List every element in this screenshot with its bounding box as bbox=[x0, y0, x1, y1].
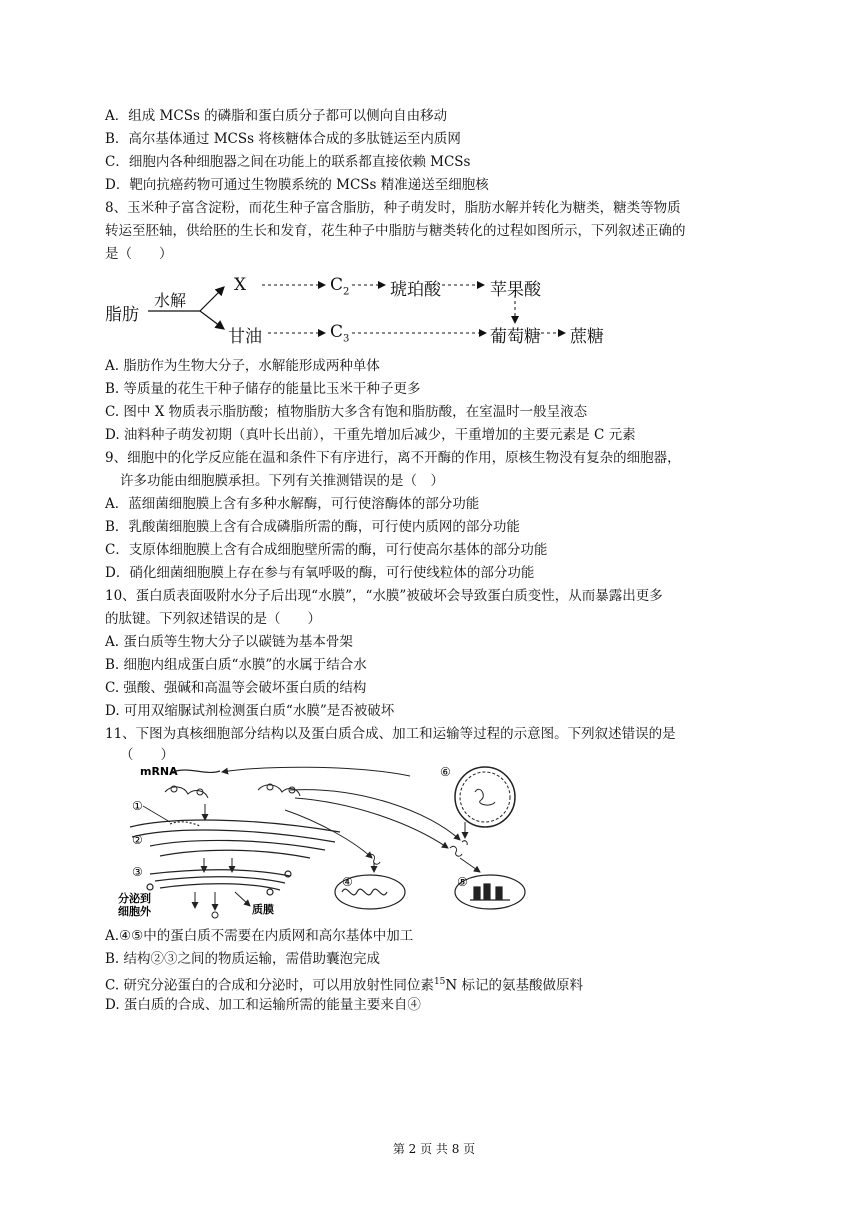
marker-1: ① bbox=[132, 799, 143, 813]
q8-option-c: C. 图中 X 物质表示脂肪酸；植物脂肪大多含有饱和脂肪酸，在室温时一般呈液态 bbox=[105, 404, 588, 420]
ribosomes bbox=[165, 784, 300, 798]
q7-option-c: C．细胞内各种细胞器之间在功能上的联系都直接依赖 MCSs bbox=[105, 154, 471, 170]
cell-protein-pathway-figure bbox=[110, 762, 530, 922]
q10-option-d: D. 可用双缩脲试剂检测蛋白质“水膜”是否被破坏 bbox=[105, 703, 395, 719]
malic-acid-label: 苹果酸 bbox=[490, 280, 541, 300]
q8-option-a: A. 脂肪作为生物大分子，水解能形成两种单体 bbox=[105, 358, 380, 374]
protein-fragments bbox=[368, 841, 467, 864]
q9-option-c: C．支原体细胞膜上含有合成细胞壁所需的酶，可行使高尔基体的部分功能 bbox=[105, 542, 548, 558]
q7-option-d: D．靶向抗癌药物可通过生物膜系统的 MCSs 精准递送至细胞核 bbox=[105, 177, 489, 193]
mrna-strand bbox=[172, 770, 220, 772]
marker-4: ④ bbox=[342, 875, 353, 889]
q10-stem-line2: 的肽键。下列叙述错误的是（ ） bbox=[105, 611, 321, 627]
c2-label: $C_2$ bbox=[330, 275, 350, 298]
endoplasmic-reticulum bbox=[130, 820, 340, 858]
marker-5: ⑤ bbox=[457, 875, 468, 889]
mrna-label: mRNA bbox=[140, 765, 178, 778]
q9-option-b: B．乳酸菌细胞膜上含有合成磷脂所需的酶，可行使内质网的部分功能 bbox=[105, 519, 520, 535]
q10-option-c: C. 强酸、强碱和高温等会破坏蛋白质的结构 bbox=[105, 680, 367, 696]
marker-6: ⑥ bbox=[440, 765, 451, 779]
fat-label: 脂肪 bbox=[105, 305, 139, 325]
secrete-label-1: 分泌到 bbox=[118, 892, 151, 905]
q10-stem-line1: 10、蛋白质表面吸附水分子后出现“水膜”，“水膜”被破坏会导致蛋白质变性，从而暴露出更多 bbox=[105, 588, 663, 604]
q8-stem-line2: 转运至胚轴，供给胚的生长和发育，花生种子中脂肪与糖类转化的过程如图所示，下列叙述正确的 bbox=[105, 223, 686, 239]
golgi-apparatus bbox=[147, 870, 291, 895]
q10-option-a: A. 蛋白质等生物大分子以碳链为基本骨架 bbox=[105, 634, 353, 650]
q10-option-b: B. 细胞内组成蛋白质“水膜”的水属于结合水 bbox=[105, 657, 367, 673]
page-footer: 第 2 页 共 8 页 bbox=[392, 1142, 476, 1156]
glucose-label: 葡萄糖 bbox=[490, 327, 541, 347]
hydrolysis-label: 水解 bbox=[154, 291, 187, 310]
succinic-acid-label: 琥珀酸 bbox=[390, 280, 441, 300]
sucrose-label: 蔗糖 bbox=[570, 327, 604, 347]
marker-3: ③ bbox=[132, 865, 143, 879]
x-label: X bbox=[234, 275, 247, 295]
q7-option-b: B．高尔基体通过 MCSs 将核糖体合成的多肽链运至内质网 bbox=[105, 131, 461, 147]
q7-option-a: A．组成 MCSs 的磷脂和蛋白质分子都可以侧向自由移动 bbox=[105, 108, 448, 124]
membrane-label: 质膜 bbox=[252, 903, 274, 916]
c3-label: $C_3$ bbox=[330, 322, 350, 345]
q8-stem-line3: 是（ ） bbox=[105, 246, 173, 262]
q11-option-c: C. 研究分泌蛋白的合成和分泌时，可以用放射性同位素$^{15}$N 标记的氨基酸做原料 bbox=[105, 977, 583, 994]
marker-2: ② bbox=[132, 833, 143, 847]
q9-stem-line2: 许多功能由细胞膜承担。下列有关推测错误的是（ ） bbox=[120, 473, 444, 489]
secrete-label-2: 细胞外 bbox=[118, 905, 151, 918]
q9-option-a: A．蓝细菌细胞膜上含有多种水解酶，可行使溶酶体的部分功能 bbox=[105, 496, 480, 512]
q11-stem-line2: （ ） bbox=[120, 747, 174, 763]
q11-stem-line1: 11、下图为真核细胞部分结构以及蛋白质合成、加工和运输等过程的示意图。下列叙述错误的是 bbox=[105, 726, 676, 742]
q11-option-a: A.④⑤中的蛋白质不需要在内质网和高尔基体中加工 bbox=[105, 928, 414, 944]
q8-option-b: B. 等质量的花生干种子储存的能量比玉米干种子更多 bbox=[105, 381, 421, 397]
nucleus bbox=[455, 767, 515, 827]
q9-stem-line1: 9、细胞中的化学反应能在温和条件下有序进行，离不开酶的作用，原核生物没有复杂的细胞器， bbox=[105, 450, 681, 466]
glycerol-label: 甘油 bbox=[228, 327, 262, 347]
q9-option-d: D．硝化细菌细胞膜上存在参与有氧呼吸的酶，可行使线粒体的部分功能 bbox=[105, 565, 535, 581]
q8-option-d: D. 油料种子萌发初期（真叶长出前），干重先增加后减少，干重增加的主要元素是 C 元素 bbox=[105, 427, 636, 443]
q11-option-b: B. 结构②③之间的物质运输，需借助囊泡完成 bbox=[105, 951, 381, 967]
q11-option-d: D. 蛋白质的合成、加工和运输所需的能量主要来自④ bbox=[105, 997, 421, 1013]
q8-stem-line1: 8、玉米种子富含淀粉，而花生种子富含脂肪，种子萌发时，脂肪水解并转化为糖类，糖类等物质 bbox=[105, 200, 681, 216]
